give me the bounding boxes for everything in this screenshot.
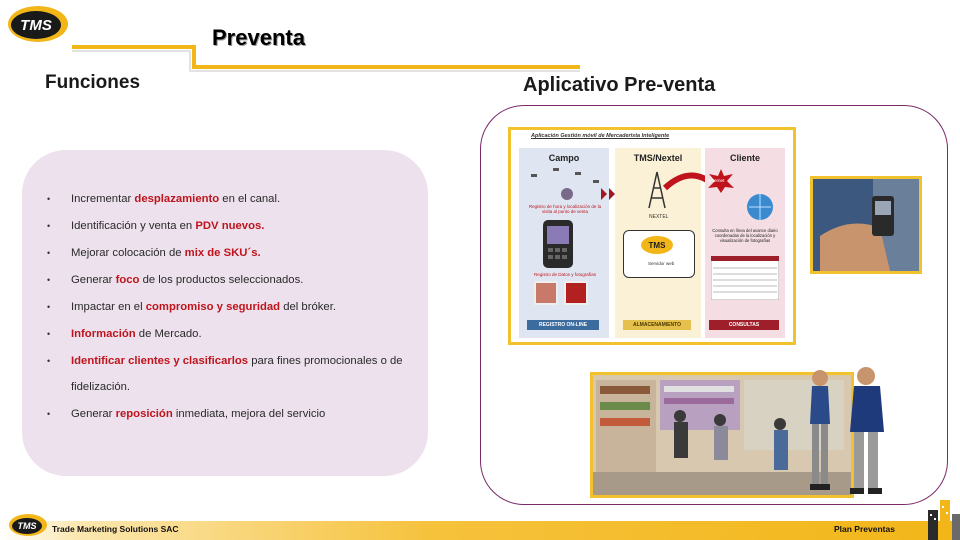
footer-plan: Plan Preventas — [834, 524, 895, 534]
bullet-icon: • — [47, 329, 51, 339]
building-icon — [926, 496, 960, 540]
bullet-icon: • — [47, 409, 51, 419]
functions-heading: Funciones — [45, 72, 141, 93]
bullet-icon: • — [47, 356, 51, 366]
column-heading: TMS/Nextel — [633, 153, 683, 163]
report-table-icon — [711, 256, 779, 300]
functions-panel — [22, 150, 428, 476]
list-item: • Información de Mercado. — [22, 321, 412, 347]
column-heading: Cliente — [729, 153, 760, 163]
title-underline — [0, 0, 960, 80]
list-item: • Mejorar colocación de mix de SKU´s. — [22, 240, 412, 266]
cliente-note: Consulta en línea del avance diario coordenadas de la localización y visualización de fotografías — [712, 228, 778, 243]
bullet-icon: • — [47, 275, 51, 285]
photos-icon — [533, 280, 593, 306]
footer-tms-logo — [8, 513, 48, 537]
campo-note: Registro de Datos y fotografías — [533, 272, 597, 277]
list-item: • Generar reposición inmediata, mejora del servicio — [22, 401, 412, 427]
globe-icon — [745, 192, 775, 222]
app-heading: Aplicativo Pre-venta — [523, 74, 716, 96]
internet-label: Internet — [709, 178, 725, 183]
phone-hand-photo — [810, 176, 922, 274]
bullet-icon: • — [47, 221, 51, 231]
bullet-icon: • — [47, 302, 51, 312]
column-footer: REGISTRO ON-LINE — [527, 320, 599, 330]
page-title: Preventa — [212, 25, 305, 50]
app-diagram — [508, 127, 796, 345]
promoters-illustration — [800, 362, 896, 498]
list-item: • Incrementar desplazamiento en el canal. — [22, 186, 412, 212]
svg-text:TMS: TMS — [648, 241, 666, 250]
column-heading: Campo — [548, 153, 580, 163]
list-item: • Generar foco de los productos seleccionados. — [22, 267, 412, 293]
satellites-icon — [523, 164, 605, 204]
nextel-label: NEXTEL — [649, 214, 669, 220]
tms-logo — [640, 235, 674, 255]
column-footer: CONSULTAS — [709, 320, 779, 330]
tms-logo — [6, 4, 70, 44]
list-item: • Impactar en el compromiso y seguridad del bróker. — [22, 294, 412, 320]
phone-icon — [541, 218, 575, 270]
campo-note: Registro de hora y localización de la visita al punto de venta — [528, 204, 602, 214]
bullet-icon: • — [47, 248, 51, 258]
column-footer: ALMACENAMIENTO — [623, 320, 691, 330]
server-label: Servidor web — [648, 261, 675, 266]
column-campo — [519, 148, 609, 338]
server-box — [623, 230, 695, 278]
footer-company: Trade Marketing Solutions SAC — [52, 524, 179, 534]
functions-list — [22, 186, 412, 428]
list-item: • Identificar clientes y clasificarlos para fines promocionales o de fidelización. — [22, 348, 412, 400]
diagram-title: Aplicación Gestión móvil de Mercaderista Inteligente — [531, 133, 670, 139]
svg-text:TMS: TMS — [17, 521, 37, 531]
column-cliente — [705, 148, 785, 338]
list-item: • Identificación y venta en PDV nuevos. — [22, 213, 412, 239]
svg-text:TMS: TMS — [20, 17, 52, 34]
bullet-icon: • — [47, 194, 51, 204]
